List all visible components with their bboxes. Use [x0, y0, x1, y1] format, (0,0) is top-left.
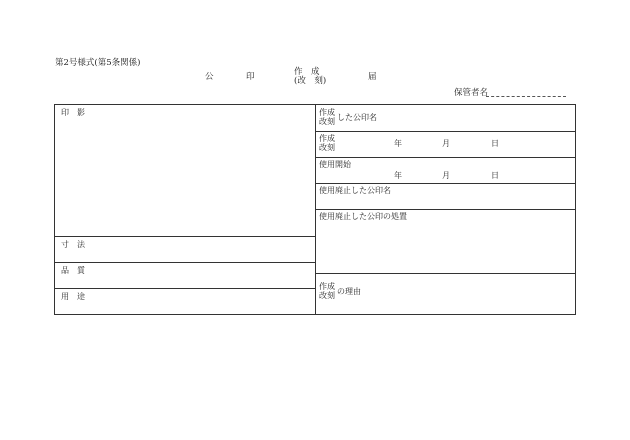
- start-of-use-label: 使用開始: [319, 160, 351, 169]
- title-create-revise: [294, 68, 326, 87]
- usage-label: 用 途: [61, 292, 85, 301]
- seal-image-label: 印 影: [61, 108, 85, 117]
- title-revise: (改 刻): [294, 76, 327, 87]
- keeper-label: 保管者名: [454, 88, 489, 98]
- size-label: 寸 法: [61, 240, 85, 249]
- seal-name-label: した公印名: [337, 113, 377, 122]
- row1-revise: 改刻: [319, 117, 335, 127]
- row3-month: 月: [442, 171, 450, 180]
- row1-create-revise: [319, 108, 335, 126]
- title-create: 作 成: [294, 67, 320, 77]
- left-divider-1: [55, 236, 315, 237]
- row2-revise: 改刻: [319, 143, 335, 153]
- right-divider-5: [315, 273, 575, 274]
- form-number: 第2号様式(第5条関係): [55, 58, 141, 68]
- right-divider-1: [315, 131, 575, 132]
- row2-create: 作成: [319, 134, 335, 143]
- title-char-2: 印: [246, 72, 255, 82]
- row6-create: 作成: [319, 282, 335, 291]
- row2-create-revise: [319, 134, 335, 152]
- row3-year: 年: [394, 171, 402, 180]
- row1-create: 作成: [319, 108, 335, 117]
- row6-create-revise: [319, 282, 335, 300]
- row2-year: 年: [394, 139, 402, 148]
- row6-revise: 改刻: [319, 291, 335, 301]
- material-label: 品 質: [61, 266, 85, 275]
- title-char-1: 公: [205, 72, 214, 82]
- title-char-4: 届: [368, 72, 377, 82]
- row2-day: 日: [491, 139, 499, 148]
- row2-month: 月: [442, 139, 450, 148]
- registration-form-table: [54, 104, 576, 315]
- discontinued-seal-name-label: 使用廃止した公印名: [319, 186, 391, 195]
- left-divider-2: [55, 262, 315, 263]
- discontinued-seal-disposal-label: 使用廃止した公印の処置: [319, 212, 407, 221]
- reason-label: の理由: [337, 287, 361, 296]
- right-divider-4: [315, 209, 575, 210]
- right-divider-3: [315, 183, 575, 184]
- right-divider-2: [315, 157, 575, 158]
- left-divider-3: [55, 288, 315, 289]
- row3-day: 日: [491, 171, 499, 180]
- keeper-name-field[interactable]: [486, 96, 566, 97]
